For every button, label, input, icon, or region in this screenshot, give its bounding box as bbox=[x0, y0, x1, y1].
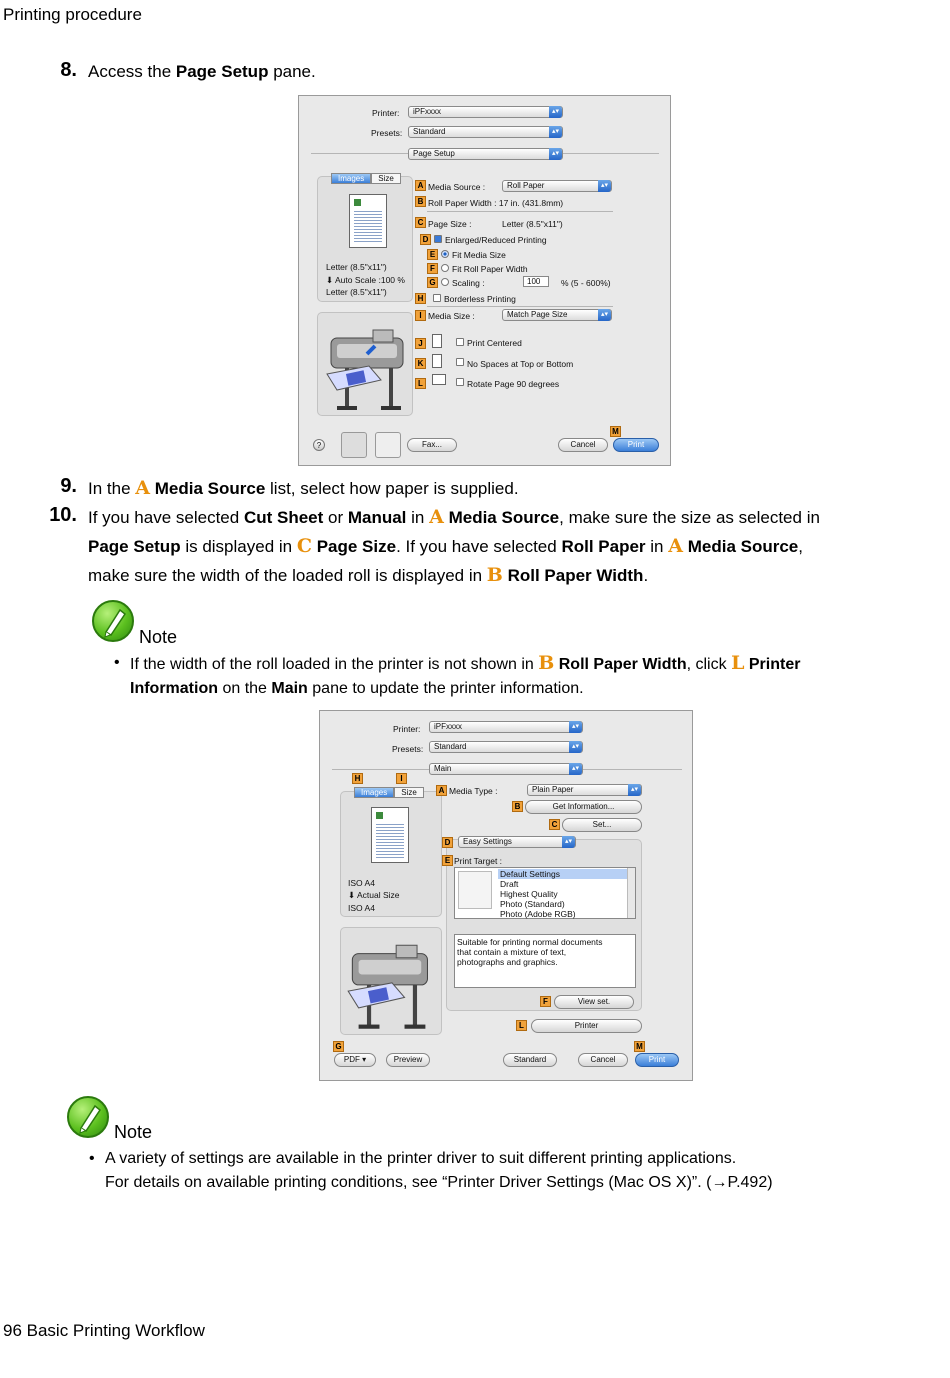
bold-term: Manual bbox=[347, 508, 407, 527]
enlarged-checkbox[interactable] bbox=[434, 235, 442, 243]
print-target-label: Print Target : bbox=[454, 856, 503, 866]
description-box bbox=[454, 934, 636, 988]
popup-arrow-icon: ▴▾ bbox=[569, 763, 582, 775]
presets-value: Standard bbox=[434, 742, 467, 751]
bullet-icon: • bbox=[114, 654, 120, 671]
page-size-value: Letter (8.5"x11") bbox=[502, 219, 563, 229]
note-label: Note bbox=[114, 1122, 153, 1142]
preview-output: Letter (8.5"x11") bbox=[326, 287, 387, 297]
preview-output: ISO A4 bbox=[348, 903, 375, 913]
presets-value: Standard bbox=[413, 127, 446, 136]
bold-term: Roll Paper Width bbox=[558, 656, 687, 673]
cancel-button[interactable]: Cancel bbox=[558, 438, 608, 452]
printer-value: iPFxxxx bbox=[413, 107, 441, 116]
callout-l: L bbox=[516, 1020, 527, 1031]
fit-media-label: Fit Media Size bbox=[452, 250, 506, 260]
bold-term: Roll Paper bbox=[561, 537, 646, 556]
media-type-label: Media Type : bbox=[449, 786, 498, 796]
text: pane. bbox=[268, 62, 316, 81]
bold-term: Media Source bbox=[448, 508, 560, 527]
fit-media-radio[interactable] bbox=[441, 250, 449, 258]
text: in bbox=[406, 508, 430, 527]
page-size-label: Page Size : bbox=[428, 219, 472, 229]
bold-term: Printer bbox=[748, 656, 801, 673]
bold-term: Information bbox=[130, 680, 218, 697]
popup-arrow-icon: ▴▾ bbox=[562, 836, 575, 848]
printer-popup[interactable] bbox=[408, 106, 563, 118]
scaling-input[interactable]: 100 bbox=[523, 276, 549, 287]
media-source-value: Roll Paper bbox=[507, 181, 545, 190]
print-target-list[interactable] bbox=[454, 867, 636, 919]
target-item[interactable]: Highest Quality bbox=[500, 889, 558, 899]
rotate-checkbox[interactable] bbox=[456, 378, 464, 386]
tab-images[interactable]: Images bbox=[354, 787, 394, 798]
callout-f: F bbox=[540, 996, 551, 1007]
presets-label: Presets: bbox=[392, 744, 424, 754]
print-centered-checkbox[interactable] bbox=[456, 338, 464, 346]
tab-images[interactable]: Images bbox=[331, 173, 371, 184]
text: . If you have selected bbox=[396, 537, 562, 556]
text: If the width of the roll loaded in the printer is not shown in bbox=[130, 656, 539, 673]
pdf-button[interactable]: PDF ▾ bbox=[334, 1053, 376, 1067]
utility-icon[interactable] bbox=[341, 432, 367, 458]
no-spaces-page-icon bbox=[432, 354, 442, 368]
callout-letter: B bbox=[486, 564, 503, 586]
thumbnail-icon bbox=[376, 812, 383, 819]
callout-e: E bbox=[427, 249, 438, 260]
pane-popup[interactable] bbox=[429, 763, 583, 775]
tab-size[interactable]: Size bbox=[394, 787, 424, 798]
tab-size[interactable]: Size bbox=[371, 173, 401, 184]
bold-term: Cut Sheet bbox=[243, 508, 324, 527]
text: For details on available printing conditions, see “Printer Driver Settings (Mac OS X)”. (→P.492) bbox=[105, 1174, 773, 1191]
easy-settings-popup[interactable] bbox=[458, 836, 576, 848]
step-10-line-2 bbox=[88, 532, 908, 561]
popup-arrow-icon: ▴▾ bbox=[598, 309, 611, 321]
callout-i: I bbox=[396, 773, 407, 784]
media-size-value: Match Page Size bbox=[507, 310, 568, 319]
text: in bbox=[645, 537, 669, 556]
popup-arrow-icon: ▴▾ bbox=[598, 180, 611, 192]
callout-g: G bbox=[333, 1041, 344, 1052]
callout-d: D bbox=[442, 837, 453, 848]
callout-h: H bbox=[415, 293, 426, 304]
text: . bbox=[643, 566, 649, 585]
popup-arrow-icon: ▴▾ bbox=[569, 721, 582, 733]
text: , make sure the size as selected in bbox=[559, 508, 820, 527]
page-footer: 96 Basic Printing Workflow bbox=[3, 1321, 205, 1340]
pane-value: Page Setup bbox=[413, 149, 455, 158]
view-set-button[interactable]: View set. bbox=[554, 995, 634, 1009]
scaling-radio[interactable] bbox=[441, 278, 449, 286]
enlarged-label: Enlarged/Reduced Printing bbox=[445, 235, 547, 245]
popup-arrow-icon: ▴▾ bbox=[549, 148, 562, 160]
text: , click bbox=[686, 656, 732, 673]
callout-i: I bbox=[415, 310, 426, 321]
set-button[interactable]: Set... bbox=[562, 818, 642, 832]
bold-term: Media Source bbox=[687, 537, 799, 556]
target-item[interactable]: Photo (Adobe RGB) bbox=[500, 909, 576, 919]
callout-g: G bbox=[427, 277, 438, 288]
fit-roll-radio[interactable] bbox=[441, 264, 449, 272]
printer-label: Printer: bbox=[393, 724, 421, 734]
callout-f: F bbox=[427, 263, 438, 274]
popup-arrow-icon: ▴▾ bbox=[569, 741, 582, 753]
step-number-9: 9. bbox=[60, 475, 77, 497]
callout-h: H bbox=[352, 773, 363, 784]
callout-b: B bbox=[415, 196, 426, 207]
bold-term: Page Setup bbox=[175, 62, 269, 81]
text-lines bbox=[354, 209, 382, 243]
borderless-checkbox[interactable] bbox=[433, 294, 441, 302]
target-item[interactable]: Default Settings bbox=[500, 869, 561, 879]
step-number-8: 8. bbox=[60, 59, 77, 81]
description-line: photographs and graphics. bbox=[457, 957, 558, 967]
target-item[interactable]: Photo (Standard) bbox=[500, 899, 565, 909]
help-button[interactable]: ? bbox=[313, 439, 325, 451]
text: on the bbox=[218, 680, 272, 697]
presets-label: Presets: bbox=[371, 128, 403, 138]
callout-a: A bbox=[415, 180, 426, 191]
note-icon bbox=[92, 600, 134, 642]
media-size-label: Media Size : bbox=[428, 311, 475, 321]
media-type-popup[interactable] bbox=[527, 784, 642, 796]
scaling-range: % (5 - 600%) bbox=[561, 278, 611, 288]
roll-paper-width: Roll Paper Width : 17 in. (431.8mm) bbox=[428, 198, 564, 208]
media-type-value: Plain Paper bbox=[532, 785, 574, 794]
callout-letter: L bbox=[731, 652, 745, 674]
running-header: Printing procedure bbox=[3, 5, 142, 24]
text: or bbox=[323, 508, 348, 527]
callout-d: D bbox=[420, 234, 431, 245]
bold-term: Page Size bbox=[316, 537, 397, 556]
pdf-icon[interactable] bbox=[375, 432, 401, 458]
note-2-line-2 bbox=[89, 1171, 909, 1195]
fit-roll-label: Fit Roll Paper Width bbox=[452, 264, 528, 274]
note-1-bullet bbox=[114, 651, 894, 701]
callout-e: E bbox=[442, 855, 453, 866]
printer-value: iPFxxxx bbox=[434, 722, 462, 731]
list-scrollbar[interactable] bbox=[627, 868, 635, 918]
step-10-line-3 bbox=[88, 561, 908, 590]
thumbnail-icon bbox=[354, 199, 361, 206]
text: , bbox=[798, 537, 803, 556]
step-10-line-1 bbox=[88, 503, 908, 532]
bold-term: Roll Paper Width bbox=[507, 566, 644, 585]
note-1-line-2 bbox=[114, 677, 894, 701]
target-item[interactable]: Draft bbox=[500, 879, 519, 889]
no-spaces-checkbox[interactable] bbox=[456, 358, 464, 366]
step-number-10: 10. bbox=[49, 504, 77, 526]
description-line: Suitable for printing normal documents bbox=[457, 937, 603, 947]
callout-m: M bbox=[634, 1041, 645, 1052]
note-2-line-1 bbox=[89, 1147, 909, 1171]
callout-letter: A bbox=[429, 506, 444, 528]
callout-m: M bbox=[610, 426, 621, 437]
text: If you have selected bbox=[88, 508, 244, 527]
text: Access the bbox=[88, 62, 176, 81]
note-label: Note bbox=[139, 627, 178, 647]
divider bbox=[427, 306, 613, 307]
preview-scale-value: Actual Size bbox=[357, 890, 400, 900]
note-icon bbox=[67, 1096, 109, 1138]
scaling-label: Scaling : bbox=[452, 278, 485, 288]
text: A variety of settings are available in the printer driver to suit different printing applications. bbox=[105, 1150, 737, 1167]
media-source-label: Media Source : bbox=[428, 182, 486, 192]
page-setup-dialog-screenshot bbox=[298, 95, 671, 466]
paper-preview bbox=[371, 807, 409, 863]
note-1-line-1 bbox=[114, 651, 894, 677]
bold-term: Main bbox=[271, 680, 308, 697]
borderless-label: Borderless Printing bbox=[444, 294, 516, 304]
text: is displayed in bbox=[180, 537, 297, 556]
rotate-page-icon bbox=[432, 374, 446, 385]
printer-button[interactable]: Printer bbox=[531, 1019, 642, 1033]
callout-a: A bbox=[436, 785, 447, 796]
centered-page-icon bbox=[432, 334, 442, 348]
presets-popup[interactable] bbox=[429, 741, 583, 753]
popup-arrow-icon: ▴▾ bbox=[549, 106, 562, 118]
fax-button[interactable]: Fax... bbox=[407, 438, 457, 452]
preview-size: ISO A4 bbox=[348, 878, 375, 888]
print-button[interactable]: Print bbox=[635, 1053, 679, 1067]
preview-scale: ⬇ Actual Size bbox=[348, 890, 400, 900]
main-pane-dialog-screenshot bbox=[319, 710, 693, 1081]
preview-scale-value: Auto Scale :100 % bbox=[335, 275, 405, 285]
text: make sure the width of the loaded roll is displayed in bbox=[88, 566, 487, 585]
preview-size: Letter (8.5"x11") bbox=[326, 262, 387, 272]
callout-letter: C bbox=[296, 535, 312, 557]
rotate-label: Rotate Page 90 degrees bbox=[467, 379, 560, 389]
preview-tabs bbox=[354, 787, 424, 798]
callout-j: J bbox=[415, 338, 426, 349]
bold-term: Media Source bbox=[154, 479, 266, 498]
paper-preview bbox=[349, 194, 387, 248]
pane-popup[interactable] bbox=[408, 148, 563, 160]
text: pane to update the printer information. bbox=[307, 680, 584, 697]
callout-k: K bbox=[415, 358, 426, 369]
text-lines bbox=[376, 822, 404, 858]
bold-term: Page Setup bbox=[88, 537, 181, 556]
print-centered-label: Print Centered bbox=[467, 338, 522, 348]
preview-tabs bbox=[331, 173, 401, 184]
media-size-popup[interactable] bbox=[502, 309, 612, 321]
media-source-popup[interactable] bbox=[502, 180, 612, 192]
bullet-icon: • bbox=[89, 1150, 95, 1167]
get-information-button[interactable]: Get Information... bbox=[525, 800, 642, 814]
popup-arrow-icon: ▴▾ bbox=[549, 126, 562, 138]
callout-b: B bbox=[512, 801, 523, 812]
preview-scale: ⬇ Auto Scale :100 % bbox=[326, 275, 405, 285]
printer-illustration-icon bbox=[344, 939, 440, 1035]
note-2-bullet bbox=[89, 1147, 909, 1195]
text: In the bbox=[88, 479, 136, 498]
callout-c: C bbox=[415, 217, 426, 228]
step-10-text bbox=[88, 503, 908, 590]
pane-value: Main bbox=[434, 764, 452, 773]
printer-illustration-icon bbox=[323, 324, 415, 416]
text: list, select how paper is supplied. bbox=[265, 479, 519, 498]
cancel-button[interactable]: Cancel bbox=[578, 1053, 628, 1067]
standard-button[interactable]: Standard bbox=[503, 1053, 557, 1067]
callout-c: C bbox=[549, 819, 560, 830]
popup-arrow-icon: ▴▾ bbox=[628, 784, 641, 796]
no-spaces-label: No Spaces at Top or Bottom bbox=[467, 359, 574, 369]
printer-label: Printer: bbox=[372, 108, 400, 118]
divider bbox=[427, 211, 613, 212]
easy-settings-value: Easy Settings bbox=[463, 837, 512, 846]
callout-letter: A bbox=[135, 477, 151, 499]
printer-popup[interactable] bbox=[429, 721, 583, 733]
callout-letter: A bbox=[668, 535, 683, 557]
description-line: that contain a mixture of text, bbox=[457, 947, 567, 957]
presets-popup[interactable] bbox=[408, 126, 563, 138]
step-9-text bbox=[88, 474, 519, 503]
callout-l: L bbox=[415, 378, 426, 389]
preview-button[interactable]: Preview bbox=[386, 1053, 430, 1067]
target-thumbnail-icon bbox=[458, 871, 492, 909]
print-button[interactable]: Print bbox=[613, 438, 659, 452]
callout-letter: B bbox=[538, 652, 555, 674]
step-8-text bbox=[88, 57, 316, 86]
